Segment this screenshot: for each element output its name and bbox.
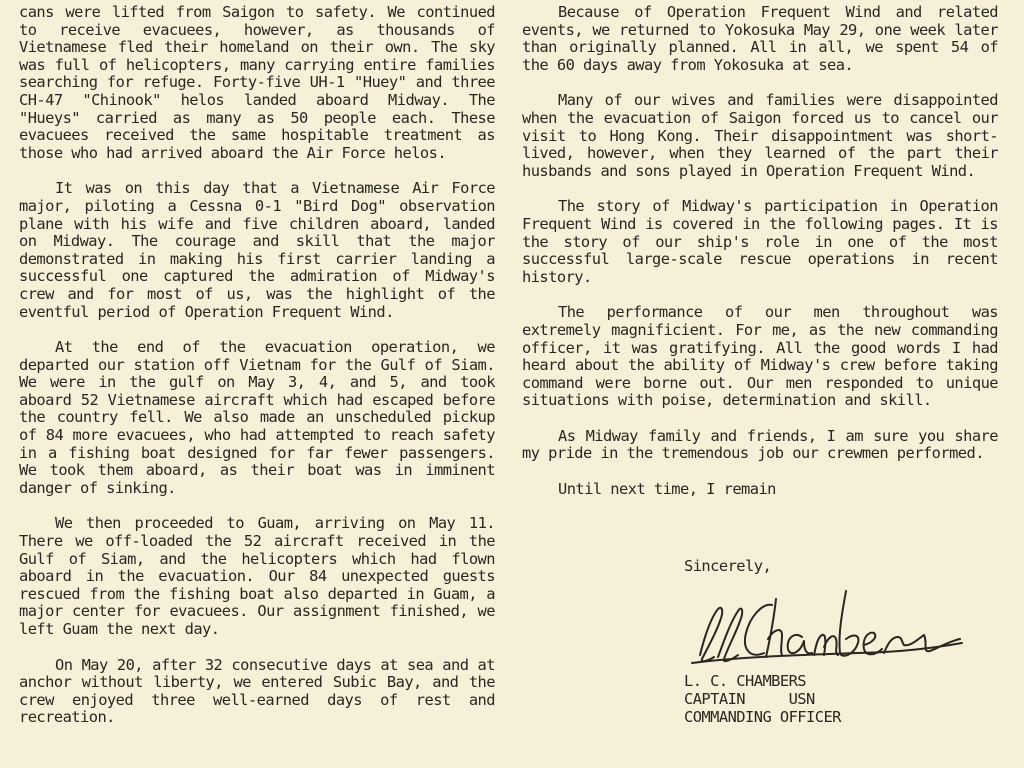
paragraph: We then proceeded to Guam, arriving on May 11. There we off-loaded the 52 aircraft received in the Gulf of Siam, and the helicopters which had flown aboard in the evacuation. Our 84 unexpected guests rescued from the fishing boat also departed in Guam, a major center for evacuees. Our assignment finished, we left Guam the next day. bbox=[19, 514, 495, 638]
paragraph: cans were lifted from Saigon to safety. We continued to receive evacuees, however, as thousands of Vietnamese fled their homeland on their own. The sky was full of helicopters, many carrying entire families searching for refuge. Forty-five UH-1 "Huey" and three CH-47 "Chinook" helos landed aboard Midway. The "Hueys" carried as many as 50 people each. These evacuees received the same hospitable treatment as those who had arrived aboard the Air Force helos. bbox=[19, 3, 495, 162]
paragraph: The story of Midway's participation in Operation Frequent Wind is covered in the following pages. It is the story of our ship's role in one of the most successful large-scale rescue operations in recent history. bbox=[522, 197, 998, 286]
signer-rank: CAPTAIN USN bbox=[684, 690, 815, 708]
paragraph: As Midway family and friends, I am sure you share my pride in the tremendous job our crewmen performed. bbox=[522, 426, 998, 463]
right-column bbox=[522, 4, 998, 499]
salutation: Sincerely, bbox=[684, 557, 772, 575]
signer-title: COMMANDING OFFICER bbox=[684, 708, 841, 726]
paragraph: At the end of the evacuation operation, we departed our station off Vietnam for the Gulf of Siam. We were in the gulf on May 3, 4, and 5, and took aboard 52 Vietnamese aircraft which had escaped before the country fell. We also made an unscheduled pickup of 84 more evacuees, who had attempted to reach safety in a fishing boat designed for far fewer passengers. We took them aboard, as their boat was in imminent danger of sinking. bbox=[19, 338, 495, 497]
paragraph: It was on this day that a Vietnamese Air Force major, piloting a Cessna 0-1 "Bird Dog" observation plane with his wife and five children aboard, landed on Midway. The courage and skill that the major demonstrated in making his first carrier landing a successful one captured the admiration of Midway's crew and for most of us, was the highlight of the eventful period of Operation Frequent Wind. bbox=[19, 179, 495, 321]
signature-block bbox=[684, 557, 1004, 726]
paragraph: On May 20, after 32 consecutive days at sea and at anchor without liberty, we entered Subic Bay, and the crew enjoyed three well-earned days of rest and recreation. bbox=[19, 655, 495, 727]
handwritten-signature bbox=[678, 577, 978, 672]
signer-name: L. C. CHAMBERS bbox=[684, 672, 807, 690]
paragraph: Many of our wives and families were disappointed when the evacuation of Saigon forced us to cancel our visit to Hong Kong. Their disappointment was short-lived, however, when they learned of the part their husbands and sons played in Operation Frequent Wind. bbox=[522, 91, 998, 180]
left-column bbox=[19, 4, 495, 745]
paragraph: The performance of our men throughout was extremely magnificient. For me, as the new commanding officer, it was gratifying. All the good words I had heard about the ability of Midway's crew before taking command were borne out. Our men responded to unique situations with poise, determination and skill. bbox=[522, 303, 998, 410]
paragraph: Because of Operation Frequent Wind and related events, we returned to Yokosuka May 29, one week later than originally planned. All in all, we spent 54 of the 60 days away from Yokosuka at sea. bbox=[522, 3, 998, 74]
closing-line: Until next time, I remain bbox=[558, 480, 776, 499]
